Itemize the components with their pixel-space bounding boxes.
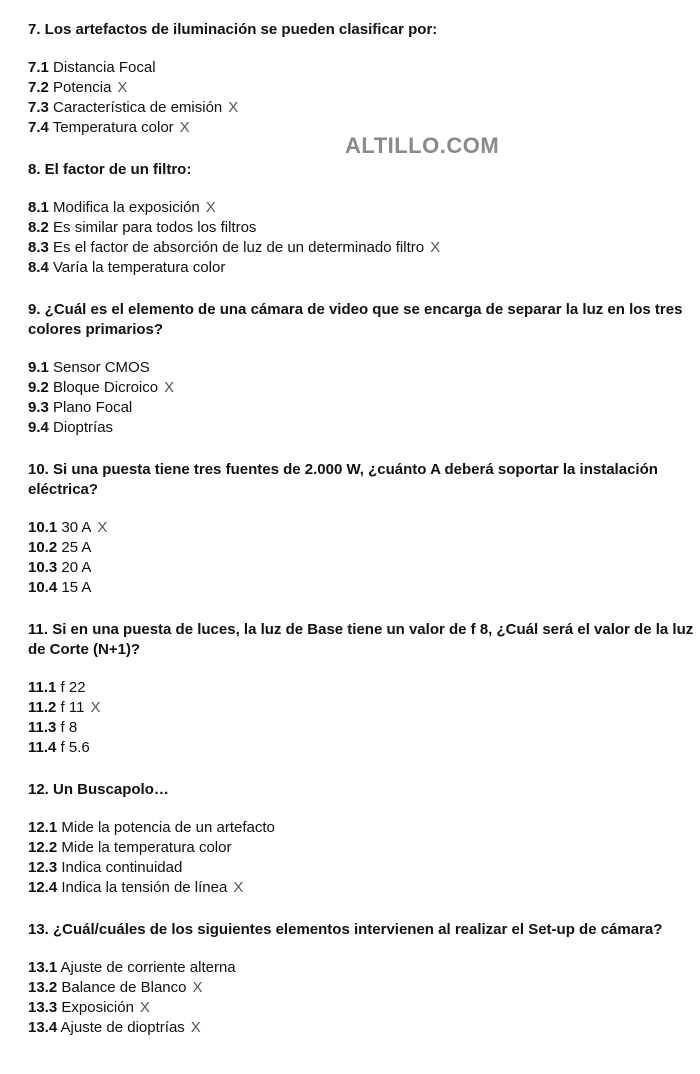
- question-title: 8. El factor de un filtro:: [28, 161, 192, 178]
- answer-mark: X: [205, 199, 216, 216]
- option-number: 11.3: [28, 719, 57, 736]
- option-number: 7.2: [28, 79, 49, 96]
- option: [28, 678, 700, 698]
- question-title: 9. ¿Cuál es el elemento de una cámara de video que se encarga de separar la luz en los tres colores primarios?: [28, 301, 683, 338]
- answer-mark: X: [90, 699, 101, 716]
- option: [28, 858, 700, 878]
- option-text: Indica continuidad: [61, 859, 183, 876]
- option: [28, 538, 700, 558]
- option: [28, 258, 700, 278]
- option-text: f 5.6: [60, 739, 90, 756]
- option-text: 25 A: [61, 539, 92, 556]
- option-number: 11.4: [28, 739, 57, 756]
- option: [28, 878, 700, 898]
- option: [28, 198, 700, 218]
- answer-mark: X: [117, 79, 128, 96]
- option-number: 10.3: [28, 559, 58, 576]
- option: [28, 578, 700, 598]
- option-number: 7.3: [28, 99, 49, 116]
- option-number: 9.1: [28, 359, 49, 376]
- option-number: 9.4: [28, 419, 49, 436]
- option-number: 12.1: [28, 819, 58, 836]
- option-text: Es el factor de absorción de luz de un determinado filtro: [53, 239, 425, 256]
- option-text: Bloque Dicroico: [53, 379, 159, 396]
- option: [28, 418, 700, 438]
- answer-mark: X: [179, 119, 190, 136]
- option-number: 8.2: [28, 219, 49, 236]
- option-text: Ajuste de dioptrías: [60, 1019, 185, 1036]
- answer-mark: X: [228, 99, 239, 116]
- option-number: 9.2: [28, 379, 49, 396]
- question-title: 7. Los artefactos de iluminación se pueden clasificar por:: [28, 21, 438, 38]
- option-number: 13.3: [28, 999, 58, 1016]
- option-text: Temperatura color: [52, 119, 174, 136]
- question-title: 10. Si una puesta tiene tres fuentes de 2.000 W, ¿cuánto A deberá soportar la instalación eléctrica?: [28, 461, 658, 498]
- question: [28, 460, 700, 598]
- option-number: 13.4: [28, 1019, 58, 1036]
- option: [28, 58, 700, 78]
- option-text: Es similar para todos los filtros: [53, 219, 257, 236]
- option-text: Potencia: [53, 79, 112, 96]
- option-text: Plano Focal: [53, 399, 133, 416]
- answer-mark: X: [233, 879, 244, 896]
- question: [28, 920, 700, 1038]
- option: [28, 98, 700, 118]
- option: [28, 838, 700, 858]
- option-text: f 11: [60, 699, 85, 716]
- option-text: f 8: [60, 719, 78, 736]
- option: [28, 1018, 700, 1038]
- option: [28, 78, 700, 98]
- option-text: Ajuste de corriente alterna: [60, 959, 236, 976]
- option: [28, 958, 700, 978]
- option: [28, 518, 700, 538]
- question-title: 11. Si en una puesta de luces, la luz de Base tiene un valor de f 8, ¿Cuál será el valor de la luz de Corte (N+1)?: [28, 621, 694, 658]
- option-text: 30 A: [61, 519, 92, 536]
- option: [28, 998, 700, 1018]
- question: [28, 780, 700, 898]
- option-text: Mide la potencia de un artefacto: [61, 819, 275, 836]
- answer-mark: X: [192, 979, 203, 996]
- document: [28, 20, 700, 1060]
- option-text: Mide la temperatura color: [61, 839, 232, 856]
- answer-mark: X: [190, 1019, 201, 1036]
- option: [28, 398, 700, 418]
- answer-mark: X: [139, 999, 150, 1016]
- option: [28, 358, 700, 378]
- option-text: Modifica la exposición: [53, 199, 200, 216]
- option: [28, 558, 700, 578]
- option: [28, 378, 700, 398]
- option: [28, 738, 700, 758]
- option-text: Varía la temperatura color: [53, 259, 226, 276]
- option-number: 9.3: [28, 399, 49, 416]
- option-number: 11.2: [28, 699, 57, 716]
- option-number: 7.4: [28, 119, 49, 136]
- question-title: 13. ¿Cuál/cuáles de los siguientes elementos intervienen al realizar el Set-up de cámara?: [28, 921, 663, 938]
- question: [28, 300, 700, 438]
- option-number: 8.4: [28, 259, 49, 276]
- option-text: Característica de emisión: [53, 99, 223, 116]
- option-text: 15 A: [61, 579, 92, 596]
- option: [28, 978, 700, 998]
- option-number: 13.2: [28, 979, 58, 996]
- option: [28, 718, 700, 738]
- option-text: Balance de Blanco: [61, 979, 187, 996]
- answer-mark: X: [430, 239, 441, 256]
- option-text: Exposición: [61, 999, 134, 1016]
- option-number: 10.1: [28, 519, 58, 536]
- question-title: 12. Un Buscapolo…: [28, 781, 169, 798]
- option-text: 20 A: [61, 559, 92, 576]
- watermark: ALTILLO.COM: [345, 133, 500, 158]
- option-number: 8.1: [28, 199, 49, 216]
- option: [28, 218, 700, 238]
- option: [28, 698, 700, 718]
- question: [28, 20, 700, 138]
- option-number: 12.3: [28, 859, 58, 876]
- option-number: 12.2: [28, 839, 58, 856]
- option-number: 10.2: [28, 539, 58, 556]
- option-number: 13.1: [28, 959, 58, 976]
- option-text: Sensor CMOS: [53, 359, 150, 376]
- option-number: 12.4: [28, 879, 58, 896]
- option-text: Distancia Focal: [53, 59, 156, 76]
- option: [28, 238, 700, 258]
- option-number: 10.4: [28, 579, 58, 596]
- option-number: 11.1: [28, 679, 57, 696]
- option-number: 8.3: [28, 239, 49, 256]
- answer-mark: X: [97, 519, 108, 536]
- option-text: Dioptrías: [53, 419, 114, 436]
- option-text: Indica la tensión de línea: [61, 879, 228, 896]
- option-number: 7.1: [28, 59, 49, 76]
- answer-mark: X: [164, 379, 175, 396]
- question: [28, 620, 700, 758]
- option: [28, 818, 700, 838]
- option-text: f 22: [60, 679, 86, 696]
- question: [28, 160, 700, 278]
